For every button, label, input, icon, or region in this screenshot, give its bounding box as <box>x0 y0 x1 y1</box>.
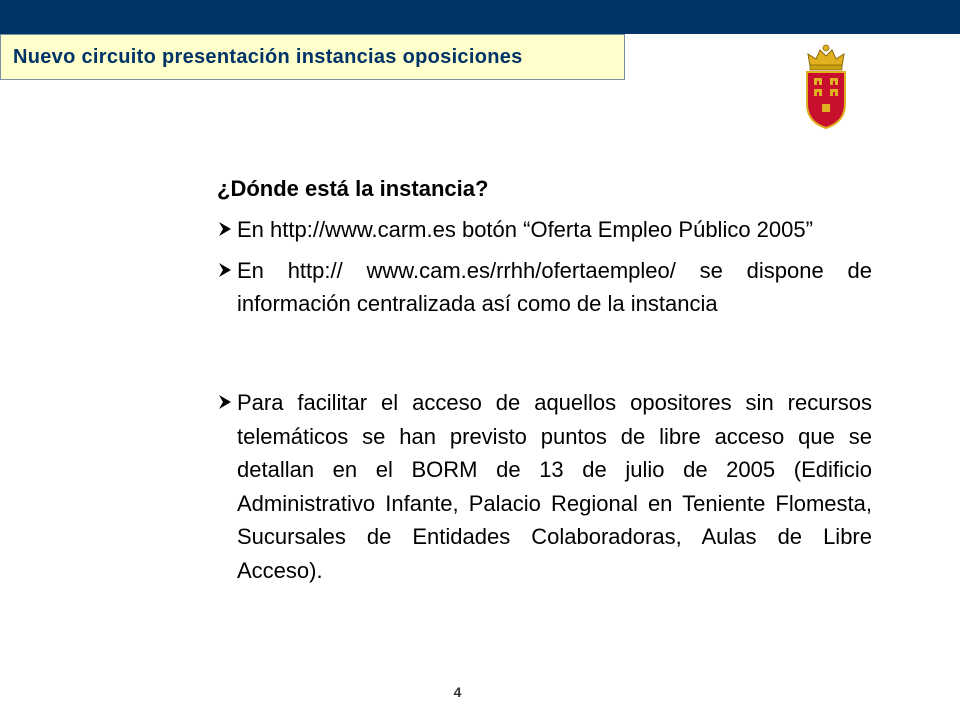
bullet-text: Para facilitar el acceso de aquellos opositores sin recursos telemáticos se han previsto puntos de libre acceso que se detallan en el BORM de 13 de julio de 2005 (Edificio Administrativo Infante, Palacio Regional en Teniente Flomesta, Sucursales de Entidades Colaboradoras, Aulas de Libre Acceso). <box>237 390 872 583</box>
arrow-bullet-icon <box>217 262 233 278</box>
list-item <box>217 254 872 320</box>
list-item <box>217 386 872 587</box>
arrow-bullet-icon <box>217 394 233 410</box>
bullet-text: En http://www.carm.es botón “Oferta Empleo Público 2005” <box>237 217 813 242</box>
list-item <box>217 213 872 246</box>
slide-title: Nuevo circuito presentación instancias oposiciones <box>13 45 523 68</box>
arrow-bullet-icon <box>217 221 233 237</box>
bullet-text: En http:// www.cam.es/rrhh/ofertaempleo/ se dispone de información centralizada así como de la instancia <box>237 258 872 316</box>
slide-title-box <box>0 34 625 80</box>
coat-of-arms-icon <box>802 42 850 132</box>
question-heading: ¿Dónde está la instancia? <box>217 176 489 201</box>
top-bar <box>0 0 960 34</box>
page-number: 4 <box>453 684 462 700</box>
slide-body <box>217 172 872 587</box>
